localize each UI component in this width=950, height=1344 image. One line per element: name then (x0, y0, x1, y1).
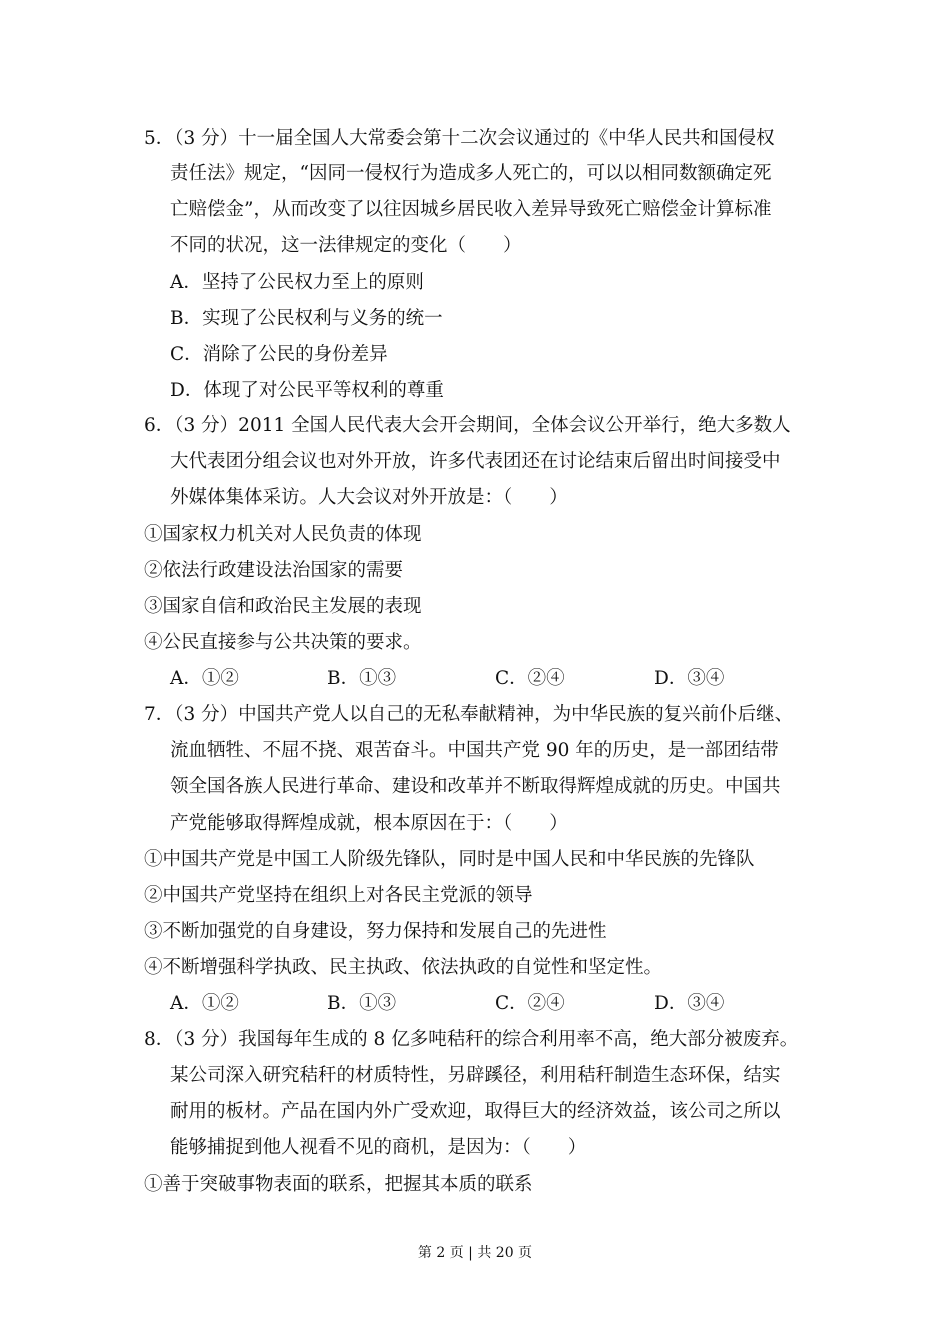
page-footer: 第 2 页 | 共 20 页 (417, 1245, 533, 1261)
question-5-option-b: B．实现了公民权利与义务的统一 (170, 308, 443, 329)
question-8-line-4: 能够捕捉到他人视看不见的商机，是因为：（ ） (170, 1137, 587, 1158)
question-8-line-2: 某公司深入研究秸秆的材质特性，另辟蹊径，利用秸秆制造生态环保，结实 (170, 1065, 781, 1086)
question-5-option-a: A．坚持了公民权力至上的原则 (170, 272, 424, 293)
question-6-choice-b: B．①③ (327, 668, 397, 689)
question-7-line-2: 流血牺牲、不屈不挠、艰苦奋斗。中国共产党 90 年的历史，是一部团结带 (170, 740, 779, 761)
question-7-line-3: 领全国各族人民进行革命、建设和改革并不断取得辉煌成就的历史。中国共 (170, 776, 781, 797)
question-6-line-3: 外媒体集体采访。人大会议对外开放是：（ ） (170, 487, 568, 508)
question-7-choice-d: D．③④ (654, 993, 725, 1014)
question-6-line-2: 大代表团分组会议也对外开放，许多代表团还在讨论结束后留出时间接受中 (170, 451, 781, 472)
question-5-line-2: 责任法》规定，“因同一侵权行为造成多人死亡的，可以以相同数额确定死 (170, 163, 772, 184)
question-7-choice-c: C．②④ (495, 993, 565, 1014)
question-7-item-3: ③不断加强党的自身建设，努力保持和发展自己的先进性 (144, 921, 607, 942)
question-7-line-1: 7．（3 分）中国共产党人以自己的无私奉献精神，为中华民族的复兴前仆后继、 (144, 704, 794, 725)
question-6-item-4: ④公民直接参与公共决策的要求。 (144, 632, 422, 653)
question-5-option-c: C．消除了公民的身份差异 (170, 344, 388, 365)
question-6-item-2: ②依法行政建设法治国家的需要 (144, 560, 404, 581)
question-6-choice-a: A．①② (170, 668, 239, 689)
question-7-item-4: ④不断增强科学执政、民主执政、依法执政的自觉性和坚定性。 (144, 957, 663, 978)
question-7-choice-b: B．①③ (327, 993, 397, 1014)
question-6-item-3: ③国家自信和政治民主发展的表现 (144, 596, 422, 617)
question-8-line-3: 耐用的板材。产品在国内外广受欢迎，取得巨大的经济效益，该公司之所以 (170, 1101, 781, 1122)
question-8-line-1: 8．（3 分）我国每年生成的 8 亿多吨秸秆的综合利用率不高，绝大部分被废弃。 (144, 1029, 799, 1050)
question-7-item-1: ①中国共产党是中国工人阶级先锋队，同时是中国人民和中华民族的先锋队 (144, 849, 755, 870)
question-8-item-1: ①善于突破事物表面的联系，把握其本质的联系 (144, 1174, 533, 1195)
question-6-line-1: 6．（3 分）2011 全国人民代表大会开会期间，全体会议公开举行，绝大多数人 (144, 415, 791, 436)
question-7-item-2: ②中国共产党坚持在组织上对各民主党派的领导 (144, 885, 533, 906)
question-5-option-d: D．体现了对公民平等权利的尊重 (170, 380, 444, 401)
question-5-line-4: 不同的状况，这一法律规定的变化（ ） (170, 235, 522, 256)
question-5-line-1: 5．（3 分）十一届全国人大常委会第十二次会议通过的《中华人民共和国侵权 (144, 128, 775, 149)
question-7-choice-a: A．①② (170, 993, 239, 1014)
question-6-choice-c: C．②④ (495, 668, 565, 689)
question-6-item-1: ①国家权力机关对人民负责的体现 (144, 524, 422, 545)
question-6-choice-d: D．③④ (654, 668, 725, 689)
question-7-line-4: 产党能够取得辉煌成就，根本原因在于：（ ） (170, 813, 568, 834)
question-5-line-3: 亡赔偿金”，从而改变了以往因城乡居民收入差异导致死亡赔偿金计算标准 (170, 199, 772, 220)
